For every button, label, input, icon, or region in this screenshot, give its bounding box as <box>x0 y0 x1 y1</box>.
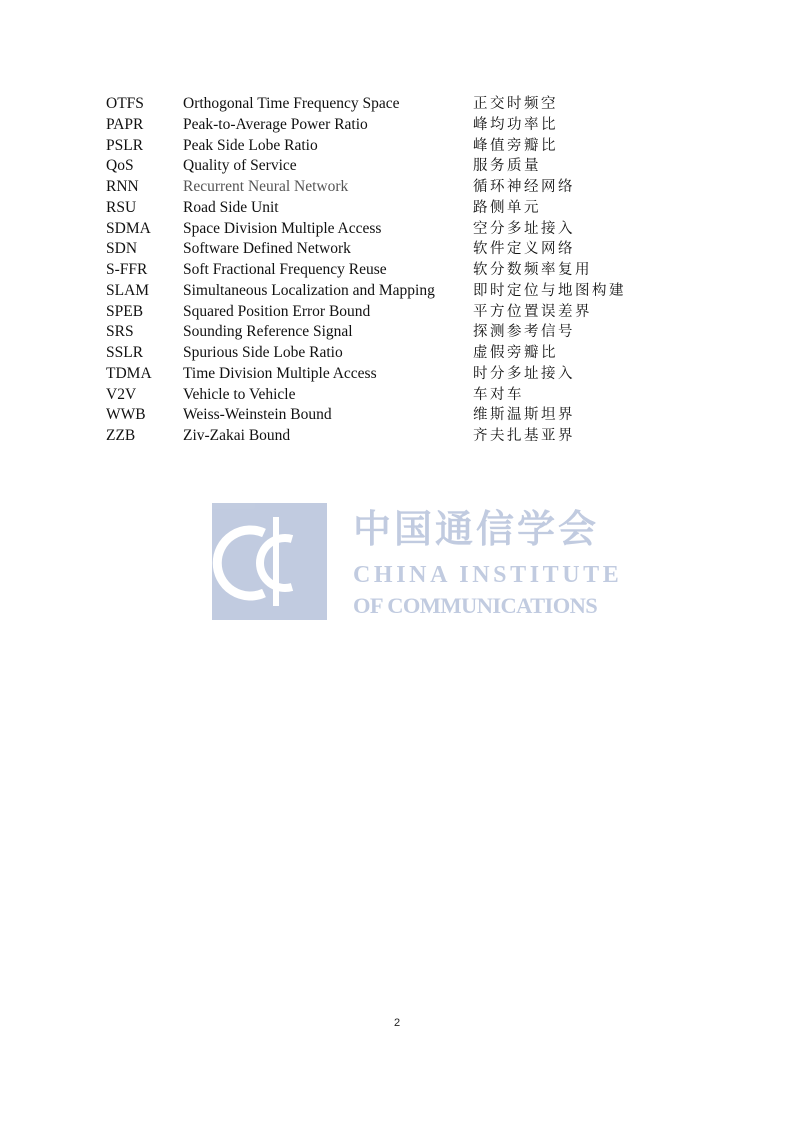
glossary-row <box>106 302 646 323</box>
chinese-term: 空分多址接入 <box>473 220 575 237</box>
abbreviation: SLAM <box>106 281 150 299</box>
chinese-term: 峰值旁瓣比 <box>473 137 558 154</box>
abbreviation: SPEB <box>106 302 144 320</box>
abbreviation: S-FFR <box>106 261 148 278</box>
full-term: Soft Fractional Frequency Reuse <box>183 261 387 278</box>
chinese-term: 正交时频空 <box>473 96 558 112</box>
glossary-row <box>106 281 646 302</box>
abbreviation: TDMA <box>106 364 152 382</box>
abbreviation: RSU <box>106 198 137 216</box>
abbreviation: V2V <box>106 385 137 403</box>
glossary-row <box>106 94 646 115</box>
full-term: Ziv-Zakai Bound <box>183 427 291 444</box>
glossary-row <box>106 115 646 136</box>
glossary-row <box>106 405 646 426</box>
full-term: Software Defined Network <box>183 240 351 258</box>
chinese-term: 平方位置误差界 <box>473 303 592 320</box>
glossary-row <box>106 426 646 447</box>
abbreviation: SSLR <box>106 344 144 361</box>
abbreviation: WWB <box>106 406 146 424</box>
chinese-term: 探测参考信号 <box>473 324 575 341</box>
chinese-term: 峰均功率比 <box>473 116 558 133</box>
abbreviation: PAPR <box>106 115 144 133</box>
watermark-name-en-line2: OF COMMUNICATIONS <box>353 593 598 618</box>
glossary-row <box>106 385 646 406</box>
full-term: Recurrent Neural Network <box>183 178 349 195</box>
full-term: Peak Side Lobe Ratio <box>183 136 318 154</box>
chinese-term: 路侧单元 <box>473 199 541 216</box>
chinese-term: 齐夫扎基亚界 <box>473 428 575 444</box>
full-term: Time Division Multiple Access <box>183 364 377 382</box>
abbreviation: SDN <box>106 240 138 258</box>
page-number: 2 <box>393 1017 401 1029</box>
watermark-name-cn: 中国通信学会 <box>353 507 600 551</box>
chinese-term: 虚假旁瓣比 <box>473 345 558 361</box>
full-term: Sounding Reference Signal <box>183 323 353 341</box>
abbreviation: SDMA <box>106 219 151 237</box>
abbreviation: SRS <box>106 323 134 341</box>
glossary-row <box>106 156 646 177</box>
abbreviation: RNN <box>106 178 139 195</box>
abbreviation: QoS <box>106 157 134 175</box>
abbreviation: PSLR <box>106 136 144 154</box>
chinese-term: 时分多址接入 <box>473 365 575 382</box>
glossary-row <box>106 364 646 385</box>
watermark-name-en-line1: CHINA INSTITUTE <box>353 562 623 588</box>
glossary-row <box>106 177 646 198</box>
chinese-term: 软件定义网络 <box>473 241 575 258</box>
watermark <box>212 503 623 620</box>
full-term: Quality of Service <box>183 157 297 175</box>
full-term: Space Division Multiple Access <box>183 219 382 237</box>
full-term: Vehicle to Vehicle <box>183 385 296 403</box>
glossary-row <box>106 239 646 260</box>
chinese-term: 循环神经网络 <box>473 179 575 195</box>
glossary-row <box>106 219 646 240</box>
cic-logo-icon <box>212 503 327 620</box>
chinese-term: 软分数频率复用 <box>473 262 592 278</box>
full-term: Weiss-Weinstein Bound <box>183 406 332 424</box>
full-term: Road Side Unit <box>183 198 279 216</box>
abbreviation: ZZB <box>106 427 136 444</box>
chinese-term: 维斯温斯坦界 <box>473 407 575 424</box>
chinese-term: 服务质量 <box>473 158 541 175</box>
chinese-term: 即时定位与地图构建 <box>473 282 626 299</box>
glossary-row <box>106 260 646 281</box>
full-term: Spurious Side Lobe Ratio <box>183 344 343 361</box>
abbreviation-list <box>106 94 646 447</box>
glossary-row <box>106 322 646 343</box>
full-term: Orthogonal Time Frequency Space <box>183 95 400 112</box>
chinese-term: 车对车 <box>473 386 524 403</box>
abbreviation: OTFS <box>106 95 144 112</box>
glossary-row <box>106 343 646 364</box>
full-term: Squared Position Error Bound <box>183 302 371 320</box>
full-term: Simultaneous Localization and Mapping <box>183 281 435 299</box>
full-term: Peak-to-Average Power Ratio <box>183 115 368 133</box>
glossary-row <box>106 198 646 219</box>
glossary-row <box>106 136 646 157</box>
